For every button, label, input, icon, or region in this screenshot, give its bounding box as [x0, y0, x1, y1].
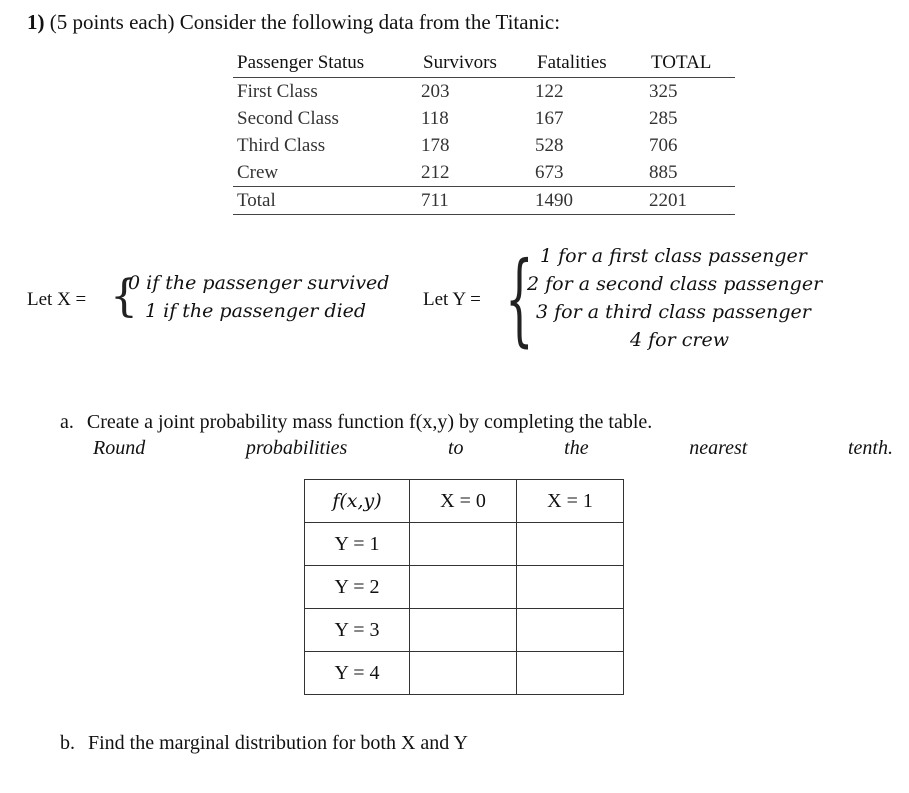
- table-cell: 706: [649, 135, 678, 156]
- pmf-blank-cell[interactable]: [517, 566, 624, 609]
- pmf-blank-cell[interactable]: [410, 652, 517, 695]
- table-cell: Crew: [237, 162, 279, 183]
- pmf-corner-label: f(x,y): [305, 480, 410, 523]
- table-cell: 528: [535, 135, 564, 156]
- x-left-brace: {: [110, 271, 138, 322]
- pmf-blank-cell[interactable]: [517, 652, 624, 695]
- x-case-0: 0 if the passenger survived: [128, 272, 390, 294]
- table-row-total: [233, 187, 735, 215]
- table-cell: 285: [649, 108, 678, 129]
- pmf-row: [305, 609, 624, 652]
- table-cell: 885: [649, 162, 678, 183]
- table-cell: 178: [421, 135, 450, 156]
- header-fatalities: Fatalities: [537, 52, 607, 73]
- y-case-1: 2 for a second class passenger: [527, 273, 823, 295]
- header-survivors: Survivors: [423, 52, 497, 73]
- pmf-blank-cell[interactable]: [410, 566, 517, 609]
- table-cell: 203: [421, 81, 450, 102]
- part-b: [60, 732, 468, 755]
- pmf-header-row: [305, 480, 624, 523]
- table-cell: 118: [421, 108, 449, 129]
- part-a: [60, 411, 652, 434]
- table-cell: 212: [421, 162, 450, 183]
- y-left-brace: {: [505, 240, 534, 357]
- table-row: [233, 105, 735, 132]
- pmf-row: [305, 652, 624, 695]
- table-row: [233, 132, 735, 159]
- pmf-row-label: Y = 2: [305, 566, 410, 609]
- x-definition-label: Let X =: [27, 289, 87, 310]
- part-b-text: Find the marginal distribution for both X and Y: [88, 732, 468, 754]
- pmf-blank-cell[interactable]: [517, 523, 624, 566]
- pmf-row: [305, 523, 624, 566]
- y-case-2: 3 for a third class passenger: [536, 301, 811, 323]
- question-heading: [27, 10, 560, 35]
- y-definition-label: Let Y =: [423, 289, 481, 310]
- table-cell: 167: [535, 108, 564, 129]
- pmf-row-label: Y = 4: [305, 652, 410, 695]
- table-cell: 325: [649, 81, 678, 102]
- part-a-italic-note: Round probabilities to the nearest tenth.: [93, 437, 893, 459]
- table-cell: 711: [421, 190, 449, 211]
- table-cell: Total: [237, 190, 276, 211]
- pmf-col-x1: X = 1: [517, 480, 624, 523]
- table-cell: 2201: [649, 190, 687, 211]
- part-a-label: a.: [60, 411, 74, 433]
- header-passenger-status: Passenger Status: [237, 52, 365, 73]
- titanic-data-table: [233, 50, 735, 215]
- table-row: [233, 78, 735, 106]
- table-row: [233, 159, 735, 187]
- pmf-col-x0: X = 0: [410, 480, 517, 523]
- question-number: 1): [27, 10, 45, 34]
- table-cell: Third Class: [237, 135, 326, 156]
- y-case-0: 1 for a first class passenger: [540, 245, 807, 267]
- pmf-table: [304, 479, 624, 695]
- x-case-1: 1 if the passenger died: [145, 300, 367, 322]
- pmf-blank-cell[interactable]: [517, 609, 624, 652]
- pmf-row-label: Y = 3: [305, 609, 410, 652]
- part-a-text: Create a joint probability mass function f(x,y) by completing the table.: [86, 411, 653, 433]
- table-header-row: [233, 50, 735, 78]
- pmf-blank-cell[interactable]: [410, 609, 517, 652]
- y-case-3: 4 for crew: [630, 329, 729, 351]
- part-b-label: b.: [60, 732, 75, 754]
- table-cell: Second Class: [237, 108, 339, 129]
- table-cell: 673: [535, 162, 564, 183]
- header-total: TOTAL: [651, 52, 712, 73]
- table-cell: 1490: [535, 190, 573, 211]
- pmf-blank-cell[interactable]: [410, 523, 517, 566]
- pmf-row: [305, 566, 624, 609]
- part-a-continuation: [93, 437, 893, 460]
- table-cell: First Class: [237, 81, 318, 102]
- table-cell: 122: [535, 81, 564, 102]
- question-text: (5 points each) Consider the following data from the Titanic:: [49, 10, 561, 34]
- pmf-row-label: Y = 1: [305, 523, 410, 566]
